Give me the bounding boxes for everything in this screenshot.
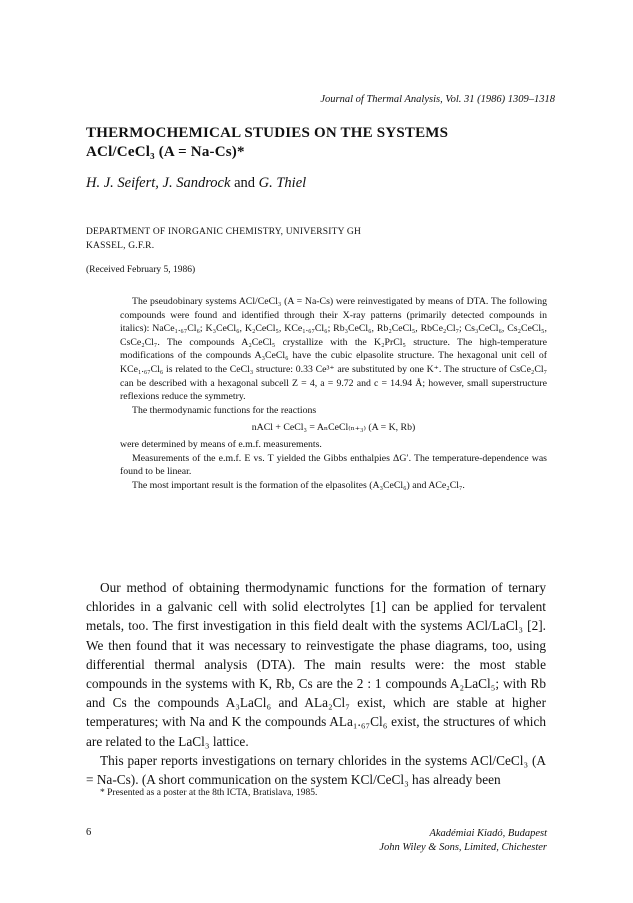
- page-number: 6: [86, 827, 92, 838]
- body-paragraph: This paper reports investigations on ternary chlorides in the systems ACl/CeCl₃ (A = Na-Cs). (A short communication on the system KCl/CeCl₃ has already been: [86, 752, 546, 788]
- author-1: H. J. Seifert,: [86, 175, 159, 191]
- title-line-2: ACl/CeCl₃ (A = Na-Cs)*: [86, 144, 245, 160]
- publisher-line-2: John Wiley & Sons, Limited, Chichester: [379, 841, 547, 853]
- article-title: [86, 124, 566, 162]
- author-2: J. Sandrock: [162, 175, 231, 191]
- abstract-paragraph: The pseudobinary systems ACl/CeCl₃ (A = Na-Cs) were reinvestigated by means of DTA. The following compounds were found and identified through their X-ray patterns (primarily detected compounds in italics): NaCe₁.₆₇Cl₆; K₃CeCl₆, K₂CeCl₅, KCe₁.₆₇Cl₆; Rb₃CeCl₆, Rb₂CeCl₅, RbCe₂Cl₇; Cs₃CeCl₆, Cs₂CeCl₅, CsCe₂Cl₇. The compounds A₂CeCl₅ crystallize with the K₂PrCl₅ structure. The high-temperature modifications of the compounds A₃CeCl₆ have the cubic elpasolite structure. The hexagonal unit cell of KCe₁.₆₇Cl₆ is related to the CeCl₃ structure: 0.33 Ce³⁺ are substituted by one K⁺. The structure of CsCe₂Cl₇ can be described with a hexagonal subcell Z = 4, a = 9.72 and c = 14.94 Å; however, small superstructure reflexions reduce the symmetry.: [120, 296, 547, 403]
- affiliation: [86, 225, 466, 253]
- publisher-info: [379, 827, 547, 854]
- body-paragraph: Our method of obtaining thermodynamic functions for the formation of ternary chlorides in a galvanic cell with solid electrolytes [1] can be applied for tervalent metals, too. The first investigation in this field dealt with the systems ACl/LaCl₃ [2]. We then found that it was necessary to reinvestigate the phase diagrams, too, using differential thermal analysis (DTA). The main results were: the most stable compounds in the systems with K, Rb, Cs are the 2 : 1 compounds A₂LaCl₅; with Rb and Cs the compounds A₃LaCl₆ and ALa₂Cl₇ exist, which are stable at higher temperatures; with Na and K the compounds ALa₁.₆₇Cl₆ exist, the structures of which are related to the LaCl₃ lattice.: [86, 580, 546, 749]
- title-line-1: THERMOCHEMICAL STUDIES ON THE SYSTEMS: [86, 125, 449, 141]
- abstract: [120, 295, 547, 492]
- abstract-equation: nACl + CeCl₃ = AₙCeCl₍ₙ₊₃₎ (A = K, Rb): [251, 422, 416, 434]
- footnote: * Presented as a poster at the 8th ICTA, Bratislava, 1985.: [100, 788, 318, 798]
- affiliation-line-2: KASSEL, G.F.R.: [86, 241, 155, 251]
- publisher-line-1: Akadémiai Kiadó, Budapest: [429, 828, 547, 839]
- abstract-paragraph: were determined by means of e.m.f. measurements.: [120, 438, 322, 450]
- body-text: [86, 578, 546, 789]
- author-list: [86, 175, 306, 192]
- affiliation-line-1: DEPARTMENT OF INORGANIC CHEMISTRY, UNIVERSITY GH: [86, 227, 362, 237]
- author-3: G. Thiel: [258, 175, 307, 191]
- running-header: Journal of Thermal Analysis, Vol. 31 (1986) 1309–1318: [320, 94, 555, 105]
- abstract-paragraph: Measurements of the e.m.f. E vs. T yielded the Gibbs enthalpies ΔG′. The temperature-dependence was found to be linear.: [120, 452, 547, 478]
- received-date: (Received February 5, 1986): [86, 265, 196, 275]
- abstract-paragraph: The thermodynamic functions for the reactions: [132, 404, 317, 416]
- author-conjunction: and: [234, 175, 255, 191]
- abstract-paragraph: The most important result is the formation of the elpasolites (A₃CeCl₆) and ACe₂Cl₇.: [132, 479, 465, 491]
